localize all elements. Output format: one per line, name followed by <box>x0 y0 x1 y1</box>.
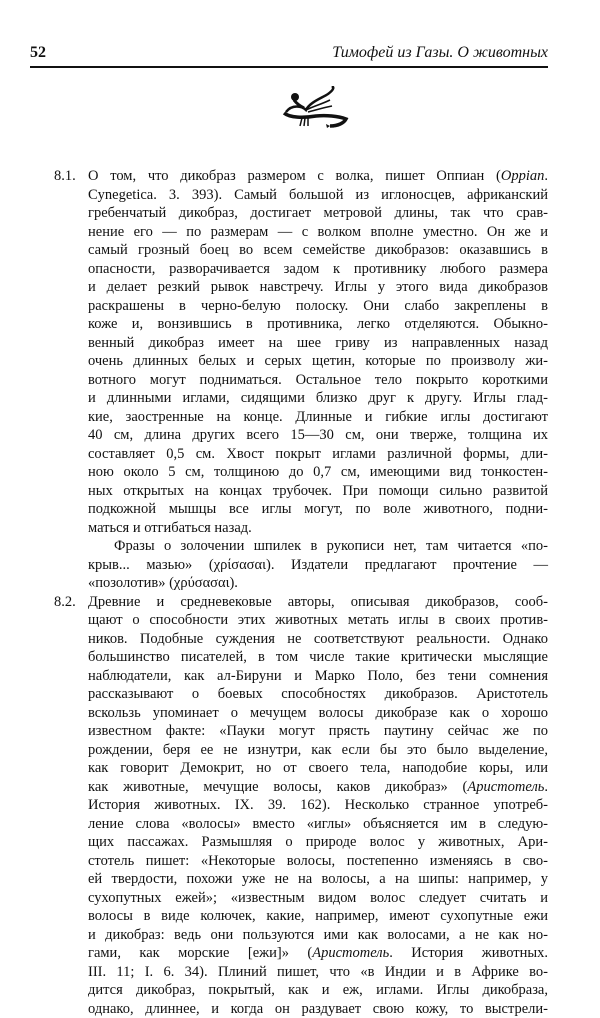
text-line <box>88 334 548 353</box>
italic-citation: Аристотель <box>467 779 544 795</box>
text-line <box>88 463 548 482</box>
italic-citation: Аристотель <box>312 945 389 961</box>
text-segment: III. 11; I. 6. 34). Плиний пишет, что «в Индии и в Африке во- <box>88 964 548 980</box>
text-line <box>88 852 548 871</box>
lizard-ornament-icon <box>280 86 350 131</box>
text-line <box>88 445 548 464</box>
text-line <box>88 667 548 686</box>
text-line <box>88 611 548 630</box>
text-segment: Cynegetica. 3. 393). Самый большой из иглоносцев, африканский <box>88 187 548 203</box>
text-line <box>88 778 548 797</box>
text-line <box>88 759 548 778</box>
text-segment: кие, заостренные на конце. Длинные и гибкие иглы достигают <box>88 409 548 425</box>
text-line <box>88 426 548 445</box>
text-segment: и дикобраз: ведь они пользуются ими как волосами, а не как но- <box>88 927 548 943</box>
text-segment: вскользь упоминает о мечущем волосы дикобразе как о хорошо <box>88 705 548 721</box>
text-segment: Древние и средневековые авторы, описывая дикобразов, сооб- <box>88 594 548 610</box>
running-title: Тимофей из Газы. О животных <box>332 44 548 62</box>
text-segment: маться и отгибаться назад. <box>88 520 252 536</box>
text-segment: известном факте: «Пауки могут прясть паутину сейчас же по <box>88 723 548 739</box>
text-segment: подкожной мышцы все иглы могут, по воле животного, подни- <box>88 501 548 517</box>
text-line <box>88 1000 548 1018</box>
text-segment: дится дикобраз, покрытый, как и еж, иглами. Иглы дикобраза, <box>88 982 548 998</box>
text-segment: как животные, мечущие волосы, каков дикобраз» ( <box>88 779 467 795</box>
text-segment: щих пассажах. Размышляя о природе волос у животных, Ари- <box>88 834 548 850</box>
text-line <box>88 537 548 556</box>
text-segment: наблюдатели, как ал-Бируни и Марко Поло, без тени сомнения <box>88 668 548 684</box>
text-segment: гребенчатый дикобраз, достигает метровой длины, так что срав- <box>88 205 548 221</box>
note-number: 8.1. <box>54 167 76 186</box>
text-line <box>88 223 548 242</box>
text-segment: самый грозный боец во всем семействе дикобразов: оказавшись в <box>88 242 548 258</box>
text-line <box>88 315 548 334</box>
text-line <box>88 556 548 575</box>
text-segment: ников. Подобные суждения не соответствуют реальности. Однако <box>88 631 548 647</box>
page-number: 52 <box>30 44 46 62</box>
text-segment: рождении, беря ее не изнутри, как если бы это было выделение, <box>88 742 548 758</box>
text-line <box>88 297 548 316</box>
text-line <box>88 519 548 538</box>
italic-citation: Oppian <box>501 168 545 184</box>
text-line <box>88 278 548 297</box>
text-line <box>88 796 548 815</box>
header-rule <box>30 66 548 68</box>
text-line <box>88 815 548 834</box>
text-line <box>88 889 548 908</box>
text-segment: щают о способности этих животных метать иглы в своих против- <box>88 612 548 628</box>
text-segment: О том, что дикобраз размером с волка, пишет Оппиан ( <box>88 168 501 184</box>
text-segment: ление слова «волосы» вместо «иглы» объясняется им в следую- <box>88 816 548 832</box>
text-segment: ей твердости, похожи уже не на волосы, а на шипы: например, у <box>88 871 548 887</box>
text-line <box>88 186 548 205</box>
text-line <box>88 685 548 704</box>
text-segment: Фразы о золочении шпилек в рукописи нет, там читается «по- <box>114 538 548 554</box>
text-segment: крыв... мазью» (χρίσασαι). Издатели предлагают прочтение — <box>88 557 548 573</box>
text-segment: составляет 0,5 см. Хвост покрыт иглами различной формы, дли- <box>88 446 548 462</box>
text-segment: очень длинных белых и серых щетин, которые по произволу жи- <box>88 353 548 369</box>
text-segment: однако, длиннее, и когда он раздувает свою кожу, то выстрели- <box>88 1001 548 1017</box>
text-line <box>88 907 548 926</box>
text-line <box>88 408 548 427</box>
text-line <box>88 833 548 852</box>
text-line <box>88 352 548 371</box>
text-line <box>88 741 548 760</box>
text-line <box>88 241 548 260</box>
text-line <box>88 722 548 741</box>
text-segment: как говорит Демокрит, но от своего тела, наподобие коры, или <box>88 760 548 776</box>
text-segment: «позолотив» (χρύσασαι). <box>88 575 238 591</box>
text-line <box>88 593 548 612</box>
text-line <box>88 389 548 408</box>
text-line <box>88 260 548 279</box>
text-segment: и делает резкий рывок навстречу. Иглы у этого вида дикобразов <box>88 279 548 295</box>
commentary-body <box>88 167 548 1018</box>
text-segment: стотель пишет: «Некоторые волосы, постепенно изменяясь в сво- <box>88 853 548 869</box>
text-line <box>88 963 548 982</box>
text-line <box>88 704 548 723</box>
text-segment: венный дикобраз имеет на шее гриву из направленных назад <box>88 335 548 351</box>
text-line <box>88 981 548 1000</box>
text-segment: большинство писателей, в том числе такие критически мыслящие <box>88 649 548 665</box>
text-segment: вотного могут подниматься. Остальное тело покрыто короткими <box>88 372 548 388</box>
text-segment: гами, как морские [ежи]» ( <box>88 945 312 961</box>
text-line <box>88 482 548 501</box>
text-segment: раскрашены в черно-белую полоску. Они слабо закреплены в <box>88 298 548 314</box>
text-segment: 40 см, длина других всего 15—30 см, они тверже, толщина их <box>88 427 548 443</box>
text-segment: ною около 5 см, толщиною до 0,7 см, имеющими вид тонкостен- <box>88 464 548 480</box>
text-line <box>88 500 548 519</box>
text-segment: опасности, разворачивается задом к противнику любого размера <box>88 261 548 277</box>
text-segment: . История животных. <box>389 945 548 961</box>
text-segment: нение его — по размерам — с волком вполне уместно. Он же и <box>88 224 548 240</box>
note-number: 8.2. <box>54 593 76 612</box>
text-segment: волосы в виде колючек, какие, например, имеют сухопутные ежи <box>88 908 548 924</box>
text-line <box>88 630 548 649</box>
text-line <box>88 204 548 223</box>
text-segment: сухопутных ежей»; «известным видом волос следует считать и <box>88 890 548 906</box>
text-line <box>88 870 548 889</box>
text-line <box>88 944 548 963</box>
text-line <box>88 574 548 593</box>
text-segment: . <box>544 779 548 795</box>
text-line <box>88 371 548 390</box>
text-segment: коже и, вонзившись в противника, легко отделяются. Обыкно- <box>88 316 548 332</box>
text-line <box>88 167 548 186</box>
text-segment: и длинными иглами, сидящими близко друг к другу. Иглы глад- <box>88 390 548 406</box>
text-segment: История животных. IX. 39. 162). Несколько странное употреб- <box>88 797 548 813</box>
text-segment: ных открытых на концах трубочек. При помощи сильно развитой <box>88 483 548 499</box>
text-line <box>88 926 548 945</box>
text-segment: рассказывают о боевых способностях дикобразов. Аристотель <box>88 686 548 702</box>
text-line <box>88 648 548 667</box>
text-segment: . <box>544 168 548 184</box>
